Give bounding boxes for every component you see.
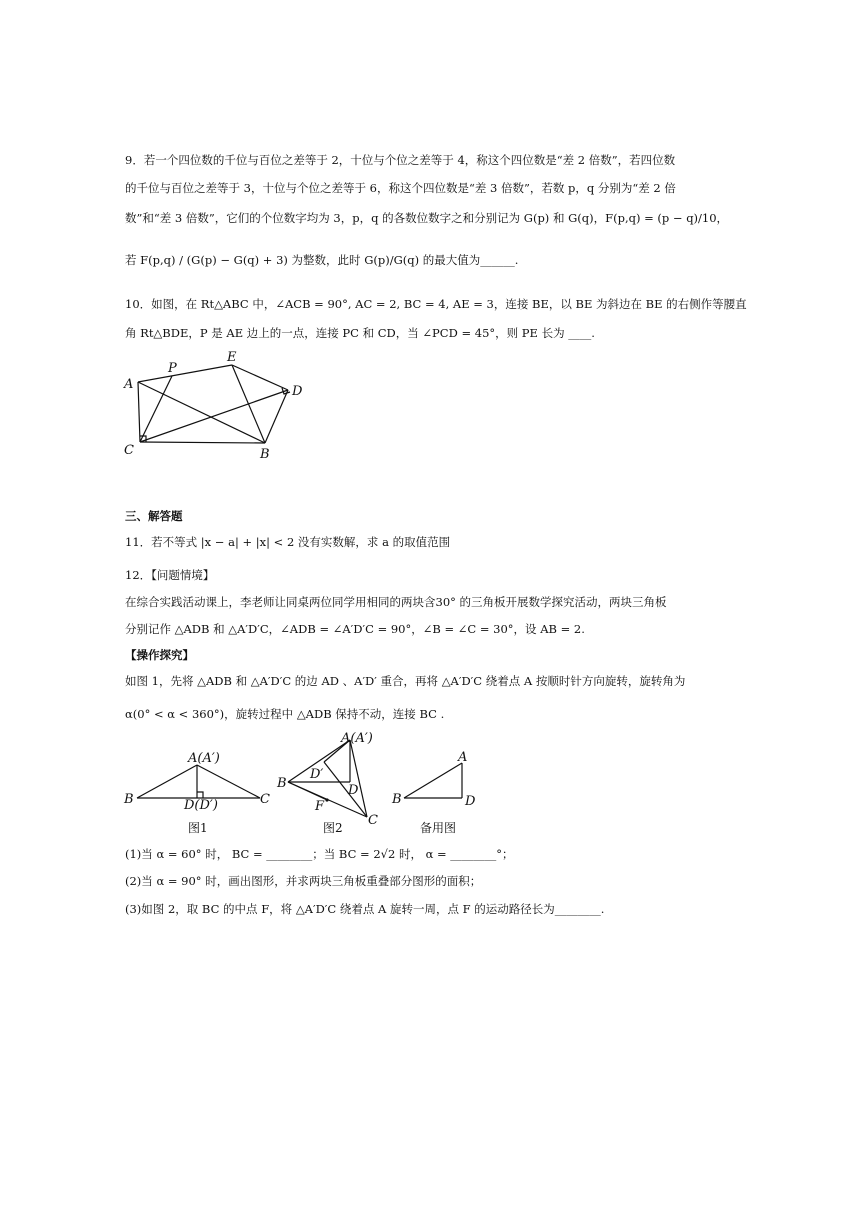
q12-explore2: α(0° < α < 360°)，旋转过程中 △ADB 保持不动，连接 BC . xyxy=(125,707,445,721)
label-c: C xyxy=(368,813,378,828)
label-d: D xyxy=(292,384,303,399)
segment-cb xyxy=(140,442,265,443)
label-a: A(A′) xyxy=(341,731,373,746)
q9-line4: 若 F(p,q) / (G(p) − G(q) + 3) 为整数，此时 G(p)/G(q) 的最大值为______. xyxy=(125,253,519,267)
segment-db xyxy=(265,390,288,443)
q12-part3: (3)如图 2，取 BC 的中点 F，将 △A′D′C 绕着点 A 旋转一周，点 F 的运动路径长为________. xyxy=(125,902,605,916)
segment-bf xyxy=(288,782,327,800)
q9-line2: 的千位与百位之差等于 3，十位与个位之差等于 6，称这个四位数是“差 3 倍数”，若数 p，q 分别为“差 2 倍 xyxy=(125,181,676,195)
label-b: B xyxy=(124,792,134,807)
q12-intro2: 分别记作 △ADB 和 △A′D′C，∠ADB = ∠A′D′C = 90°，∠B = ∠C = 30°，设 AB = 2. xyxy=(125,622,585,636)
point-f xyxy=(325,798,328,801)
segment-ae xyxy=(138,365,232,382)
q12-figure-2 xyxy=(275,730,385,840)
q12-part2: (2)当 α = 90° 时，画出图形，并求两块三角板重叠部分图形的面积； xyxy=(125,874,482,888)
label-b: B xyxy=(260,447,270,462)
q11-text: 11．若不等式 |x − a| + |x| < 2 没有实数解，求 a 的取值范围 xyxy=(125,535,451,549)
label-d: D(D′) xyxy=(184,798,218,813)
figure-1-caption: 图1 xyxy=(188,821,208,835)
section-title: 三、解答题 xyxy=(125,509,183,523)
q12-explore-header: 【操作探究】 xyxy=(125,648,194,662)
segment-cd xyxy=(140,390,288,442)
label-b: B xyxy=(392,792,402,807)
label-c: C xyxy=(260,792,270,807)
q10-figure xyxy=(120,348,320,463)
backup-figure-caption: 备用图 xyxy=(420,821,457,835)
label-a: A xyxy=(124,377,134,392)
label-b: B xyxy=(277,776,287,791)
q12-explore1: 如图 1，先将 △ADB 和 △A′D′C 的边 AD 、A′D′ 重合，再将 △A′D′C 绕着点 A 按顺时针方向旋转，旋转角为 xyxy=(125,674,686,688)
q12-figure-backup xyxy=(390,745,490,840)
q10-line2: 角 Rt△BDE，P 是 AE 边上的一点，连接 PC 和 CD，当 ∠PCD = 45°，则 PE 长为 ____. xyxy=(125,326,595,340)
label-d-prime: D′ xyxy=(310,767,324,782)
label-d: D xyxy=(465,794,476,809)
label-p: P xyxy=(168,361,177,376)
q12-intro1: 在综合实践活动课上，李老师让同桌两位同学用相同的两块含30° 的三角板开展数学探究活动，两块三角板 xyxy=(125,595,667,609)
label-a: A(A′) xyxy=(188,751,220,766)
q9-line3: 数”和“差 3 倍数”，它们的个位数字均为 3，p，q 的各数位数字之和分别记为 G(p) 和 G(q)，F(p,q) = (p − q)/10， xyxy=(125,211,729,225)
segment-ab xyxy=(137,765,197,798)
segment-ab xyxy=(138,382,265,443)
label-f: F xyxy=(315,799,325,814)
q9-line1: 9．若一个四位数的千位与百位之差等于 2，十位与个位之差等于 4，称这个四位数是“差 2 倍数”，若四位数 xyxy=(125,153,676,167)
q10-line1: 10．如图，在 Rt△ABC 中，∠ACB = 90°, AC = 2, BC = 4, AE = 3，连接 BE，以 BE 为斜边在 BE 的右侧作等腰直 xyxy=(125,297,747,311)
q12-figure-1 xyxy=(120,745,280,840)
label-d: D xyxy=(348,783,359,798)
label-a: A xyxy=(458,750,468,765)
q12-part1: (1)当 α = 60° 时， BC = ________；当 BC = 2√2 时， α = ________°； xyxy=(125,847,514,861)
label-e: E xyxy=(227,350,237,365)
segment-ab xyxy=(404,763,462,798)
segment-ac xyxy=(138,382,140,442)
label-c: C xyxy=(124,443,134,458)
figure-2-caption: 图2 xyxy=(323,821,343,835)
q12-header: 12．【问题情境】 xyxy=(125,568,215,582)
segment-ac xyxy=(197,765,260,798)
